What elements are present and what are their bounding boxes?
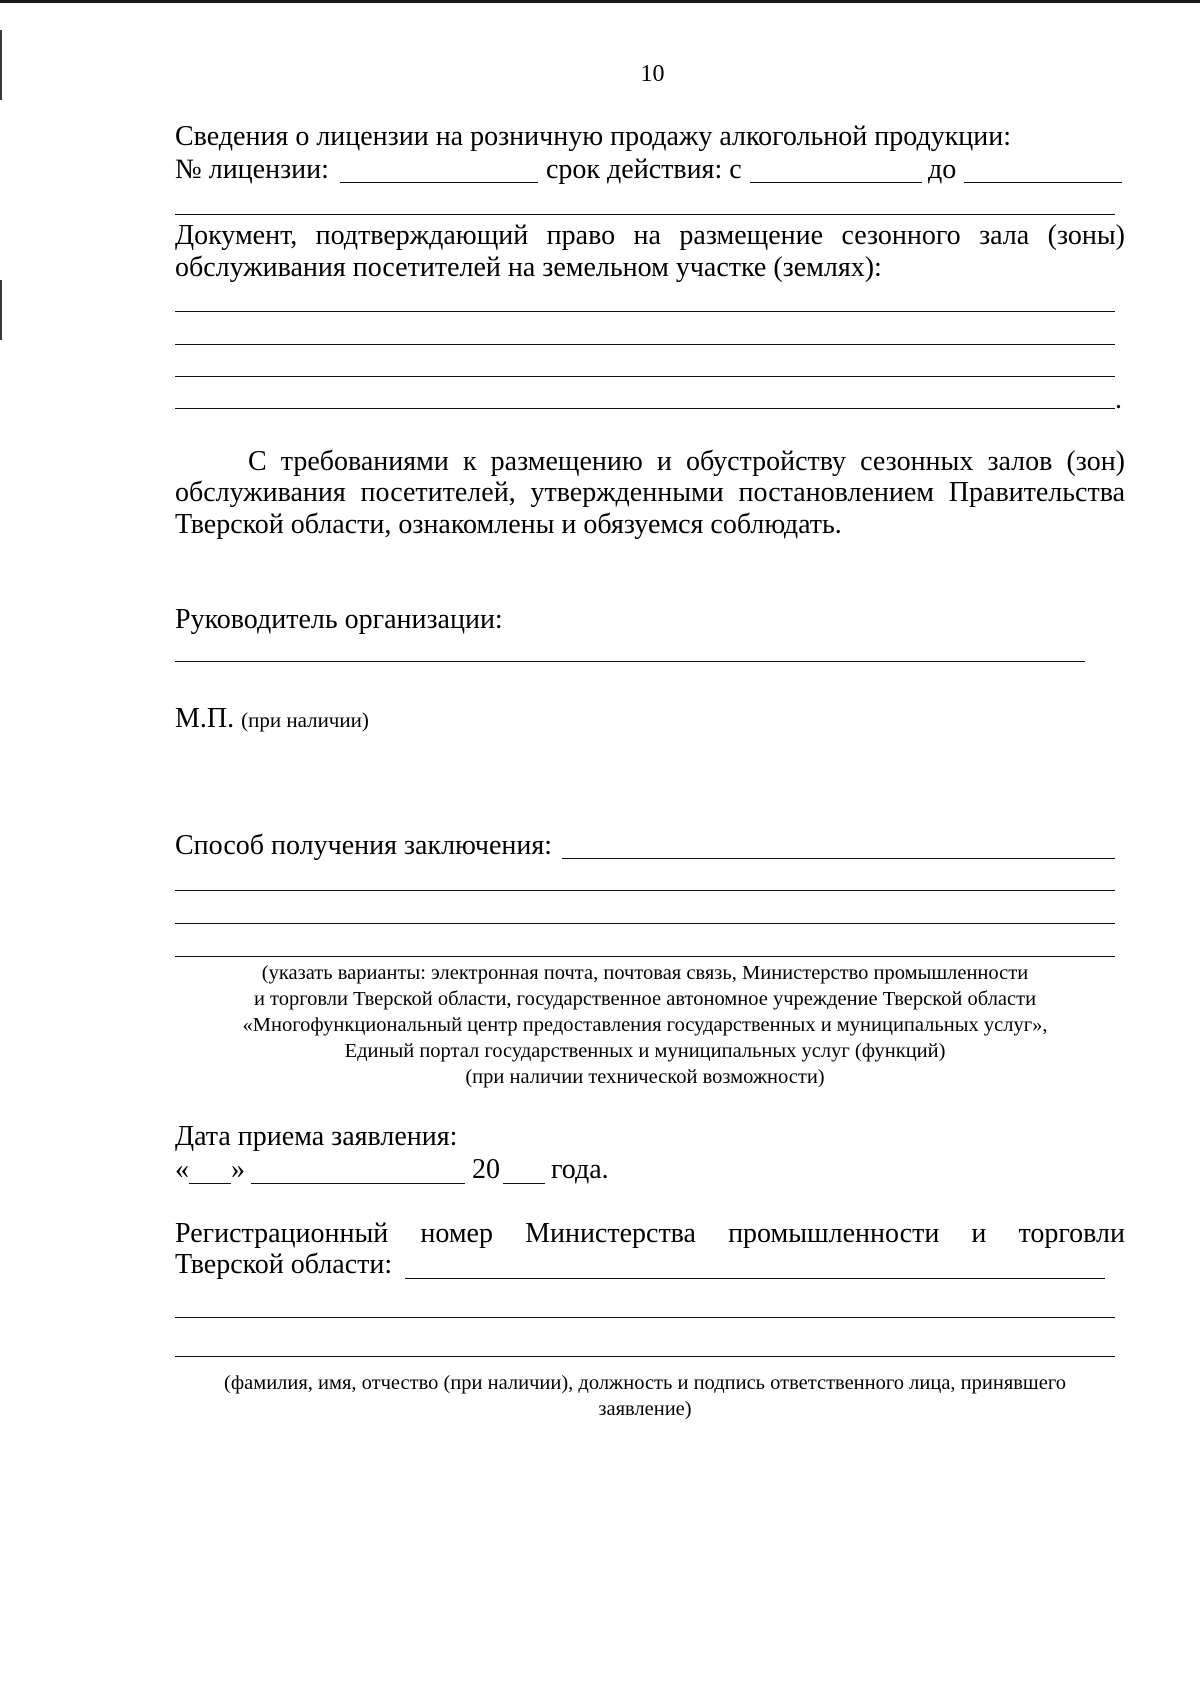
date-close-quote: »	[231, 1154, 245, 1185]
receipt-method-field[interactable]	[562, 858, 1115, 859]
land-document-field[interactable]	[175, 311, 1115, 312]
registration-number-field[interactable]	[405, 1278, 1105, 1279]
signature-hint-2: заявление)	[598, 1398, 692, 1420]
receipt-method-field[interactable]	[175, 923, 1115, 924]
license-extra-line[interactable]	[175, 214, 1115, 215]
signature-hint-1: (фамилия, имя, отчество (при наличии), должность и подпись ответственного лица, принявшего	[224, 1372, 1066, 1394]
land-document-line1: Документ, подтверждающий право на размещение сезонного зала (зоны)	[175, 220, 1125, 251]
land-document-field[interactable]	[175, 408, 1115, 409]
land-document-field[interactable]	[175, 344, 1115, 345]
head-of-org-label: Руководитель организации:	[175, 604, 503, 635]
license-valid-from-field[interactable]	[750, 182, 922, 183]
license-number-field[interactable]	[340, 182, 538, 183]
registration-extra-field[interactable]	[175, 1317, 1115, 1318]
license-until-label: до	[928, 154, 957, 185]
license-validity-label: срок действия: с	[546, 154, 742, 185]
license-heading: Сведения о лицензии на розничную продажу алкогольной продукции:	[175, 121, 1012, 152]
head-of-org-field[interactable]	[175, 661, 1085, 662]
stamp-label	[175, 703, 369, 735]
land-document-period: .	[1115, 384, 1122, 415]
scan-top-edge	[0, 0, 1200, 3]
registration-line1: Регистрационный номер Министерства промышленности и торговли	[175, 1218, 1125, 1249]
receipt-method-hint-2: и торговли Тверской области, государственное автономное учреждение Тверской области	[253, 988, 1037, 1010]
license-valid-until-field[interactable]	[964, 182, 1122, 183]
date-year-prefix: 20	[472, 1154, 500, 1185]
stamp-note: (при наличии)	[241, 708, 369, 732]
date-day-field[interactable]	[189, 1183, 231, 1184]
registration-line2-label: Тверской области:	[175, 1249, 393, 1280]
receipt-method-hint-4: Единый портал государственных и муниципальных услуг (функций)	[344, 1040, 946, 1062]
application-date-label: Дата приема заявления:	[175, 1121, 458, 1152]
date-year-suffix: года.	[551, 1154, 609, 1185]
requirements-line2: обслуживания посетителей, утвержденными постановлением Правительства	[175, 477, 1125, 508]
receipt-method-hint-3: «Многофункциональный центр предоставления государственных и муниципальных услуг»,	[242, 1014, 1048, 1036]
requirements-line1: С требованиями к размещению и обустройству сезонных залов (зон)	[248, 446, 1125, 477]
page-number: 10	[640, 61, 665, 87]
receipt-method-hint-5: (при наличии технической возможности)	[465, 1066, 825, 1088]
receipt-method-label: Способ получения заключения:	[175, 830, 553, 861]
land-document-field[interactable]	[175, 376, 1115, 377]
receipt-method-hint-1: (указать варианты: электронная почта, почтовая связь, Министерство промышленности	[261, 962, 1029, 984]
receipt-method-field[interactable]	[175, 956, 1115, 957]
land-document-line2: обслуживания посетителей на земельном участке (землях):	[175, 252, 882, 283]
date-open-quote: «	[175, 1154, 189, 1185]
requirements-line3: Тверской области, ознакомлены и обязуемся соблюдать.	[175, 509, 842, 540]
receipt-method-field[interactable]	[175, 890, 1115, 891]
scan-left-edge	[0, 280, 2, 340]
license-number-label: № лицензии:	[175, 154, 329, 185]
signature-field[interactable]	[175, 1356, 1115, 1357]
date-month-field[interactable]	[251, 1183, 465, 1184]
stamp-abbr: М.П.	[175, 703, 235, 734]
date-year-field[interactable]	[503, 1183, 545, 1184]
